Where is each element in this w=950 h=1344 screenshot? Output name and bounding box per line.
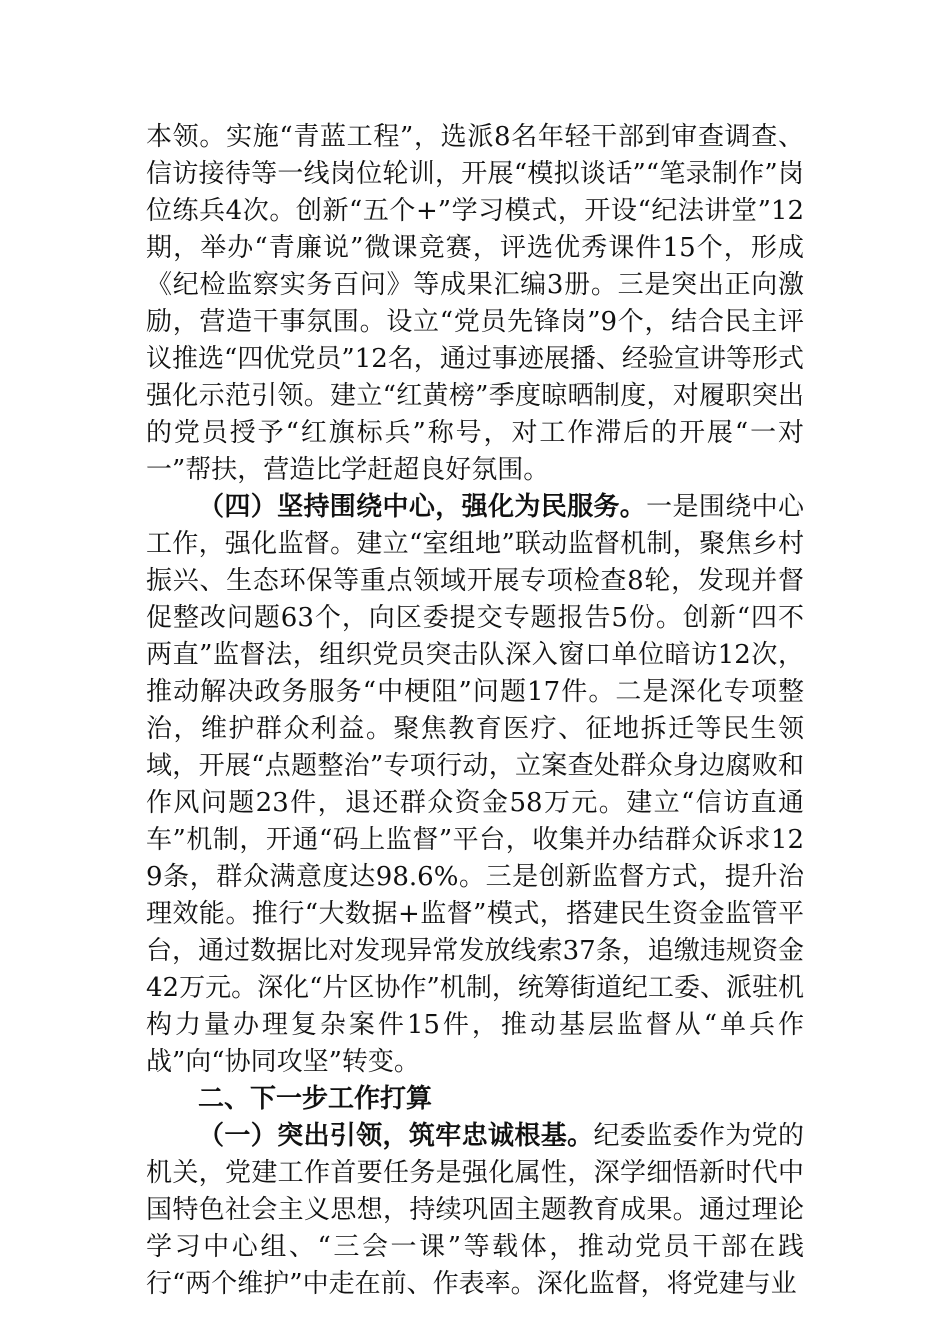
- paragraph-next-step-one: [146, 1118, 804, 1303]
- paragraph-body: 一是围绕中心工作，强化监督。建立“室组地”联动监督机制，聚焦乡村振兴、生态环保等重点领域开展专项检查8轮，发现并督促整改问题63个，向区委提交专题报告5份。创新“四不两直”监督法，组织党员突击队深入窗口单位暗访12次，推动解决政务服务“中梗阻”问题17件。二是深化专项整治，维护群众利益。聚焦教育医疗、征地拆迁等民生领域，开展“点题整治”专项行动，立案查处群众身边腐败和作风问题23件，退还群众资金58万元。建立“信访直通车”机制，开通“码上监督”平台，收集并办结群众诉求129条，群众满意度达98.6%。三是创新监督方式，提升治理效能。推行“大数据+监督”模式，搭建民生资金监管平台，通过数据比对发现异常发放线索37条，追缴违规资金42万元。深化“片区协作”机制，统筹街道纪工委、派驻机构力量办理复杂案件15件，推动基层监督从“单兵作战”向“协同攻坚”转变。: [146, 492, 804, 1077]
- paragraph-title: （四）坚持围绕中心，强化为民服务。: [198, 492, 647, 522]
- document-page: [146, 119, 804, 1303]
- paragraph-title: （一）突出引领，筑牢忠诚根基。: [198, 1121, 594, 1151]
- paragraph-continued: 本领。实施“青蓝工程”，选派8名年轻干部到审查调查、信访接待等一线岗位轮训，开展“模拟谈话”“笔录制作”岗位练兵4次。创新“五个+”学习模式，开设“纪法讲堂”12期，举办“青廉说”微课竞赛，评选优秀课件15个，形成《纪检监察实务百问》等成果汇编3册。三是突出正向激励，营造干事氛围。设立“党员先锋岗”9个，结合民主评议推选“四优党员”12名，通过事迹展播、经验宣讲等形式强化示范引领。建立“红黄榜”季度晾晒制度，对履职突出的党员授予“红旗标兵”称号，对工作滞后的开展“一对一”帮扶，营造比学赶超良好氛围。: [146, 122, 804, 485]
- section-heading: 二、下一步工作打算: [198, 1084, 433, 1114]
- paragraph-section-four: [146, 489, 804, 1081]
- paragraph-body: 纪委监委作为党的机关，党建工作首要任务是强化属性，深学细悟新时代中国特色社会主义思想，持续巩固主题教育成果。通过理论学习中心组、“三会一课”等载体，推动党员干部在践行“两个维护”中走在前、作表率。深化监督，将党建与业: [146, 1121, 804, 1299]
